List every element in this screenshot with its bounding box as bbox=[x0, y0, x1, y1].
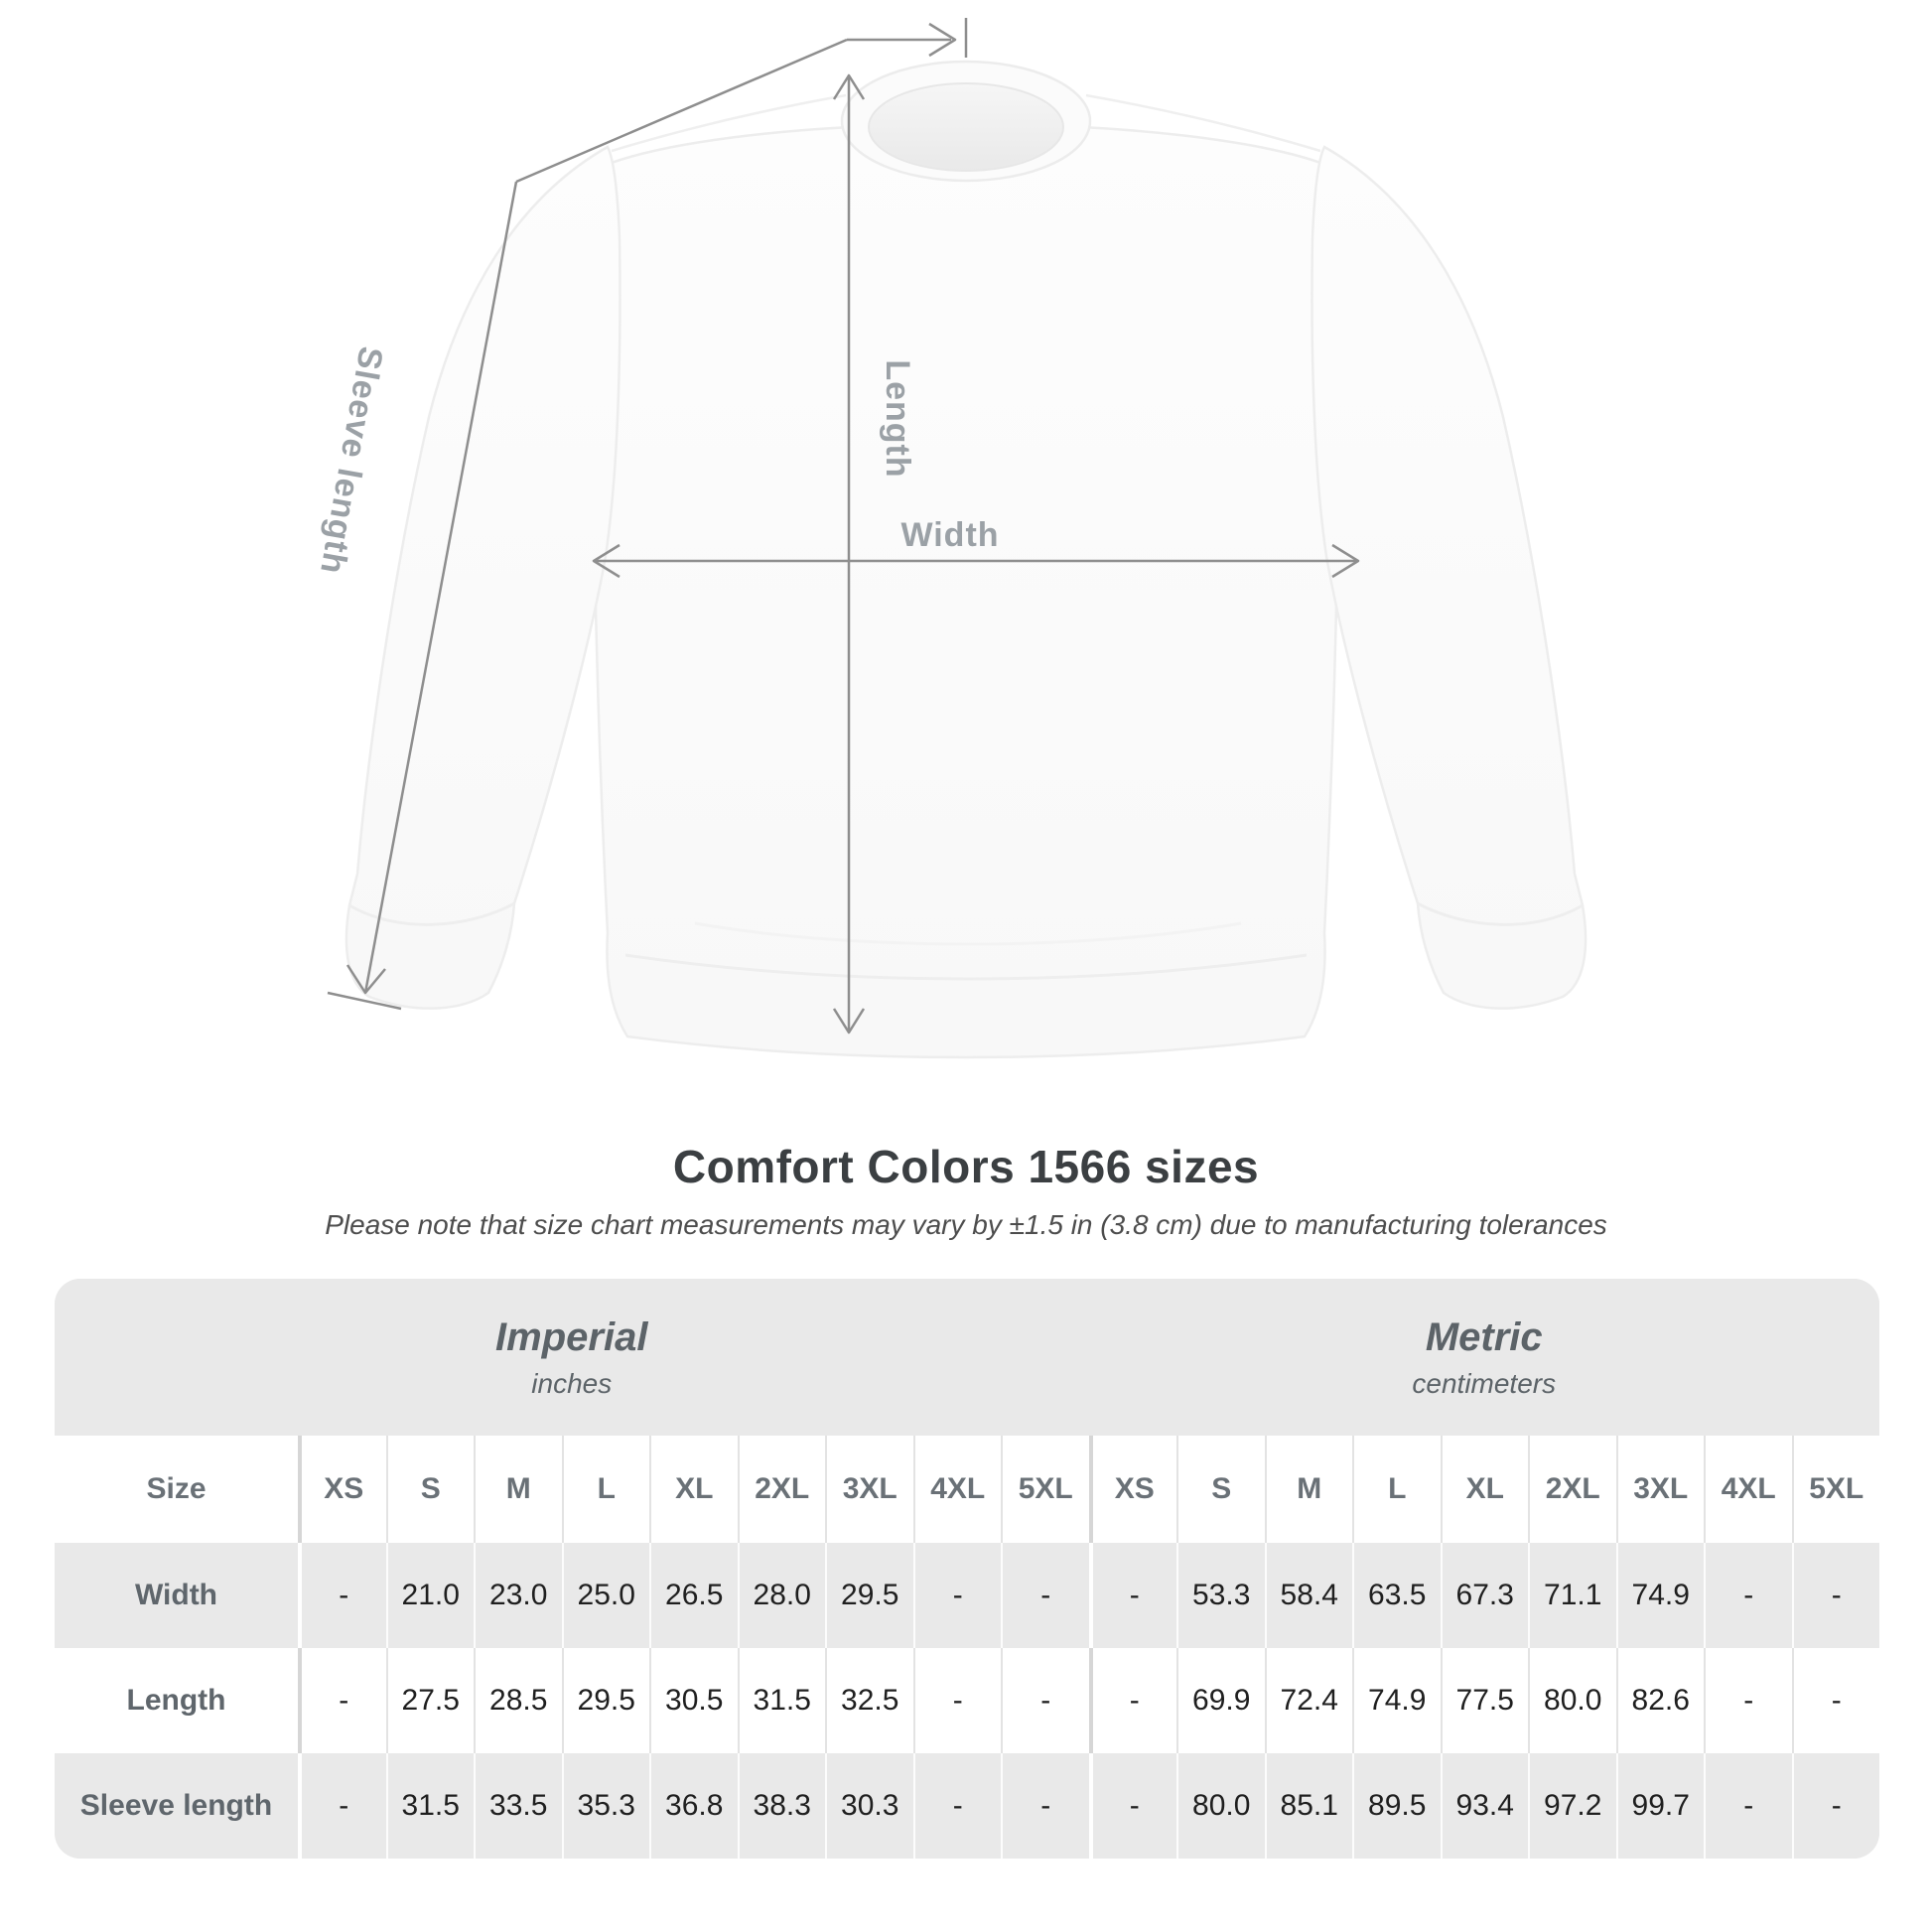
table-cell: - bbox=[1001, 1753, 1089, 1859]
row-label: Width bbox=[134, 1579, 218, 1611]
imperial-group-header bbox=[55, 1279, 1089, 1436]
column-header: 5XL bbox=[1001, 1436, 1089, 1543]
table-cell: - bbox=[1792, 1753, 1880, 1859]
column-header: XL bbox=[649, 1436, 738, 1543]
imperial-unit: inches bbox=[531, 1367, 613, 1399]
table-cell: 72.4 bbox=[1265, 1648, 1353, 1753]
table-cell: - bbox=[913, 1543, 1002, 1648]
table-cell: 23.0 bbox=[474, 1543, 562, 1648]
table-cell: 82.6 bbox=[1616, 1648, 1705, 1753]
table-cell: 74.9 bbox=[1616, 1543, 1705, 1648]
table-cell: 30.3 bbox=[825, 1753, 913, 1859]
table-cell: - bbox=[1089, 1753, 1177, 1859]
table-cell: 85.1 bbox=[1265, 1753, 1353, 1859]
table-cell: 31.5 bbox=[386, 1753, 475, 1859]
column-header: S bbox=[386, 1436, 475, 1543]
table-cell: - bbox=[298, 1753, 386, 1859]
table-cell: 29.5 bbox=[825, 1543, 913, 1648]
table-cell: 71.1 bbox=[1528, 1543, 1616, 1648]
table-cell: 58.4 bbox=[1265, 1543, 1353, 1648]
table-cell: - bbox=[1704, 1648, 1792, 1753]
unit-group-header-row bbox=[55, 1279, 1879, 1436]
size-header-row bbox=[55, 1436, 1879, 1543]
size-table bbox=[55, 1279, 1879, 1859]
row-label: Length bbox=[126, 1684, 226, 1717]
table-cell: - bbox=[1089, 1648, 1177, 1753]
table-row-width bbox=[55, 1543, 1879, 1648]
table-cell: 32.5 bbox=[825, 1648, 913, 1753]
table-row-length bbox=[55, 1648, 1879, 1753]
column-header: 3XL bbox=[1616, 1436, 1705, 1543]
column-header: L bbox=[562, 1436, 650, 1543]
table-cell: - bbox=[1704, 1753, 1792, 1859]
table-cell: 28.5 bbox=[474, 1648, 562, 1753]
length-label: Length bbox=[879, 359, 916, 479]
table-cell: 25.0 bbox=[562, 1543, 650, 1648]
table-cell: 26.5 bbox=[649, 1543, 738, 1648]
metric-title: Metric bbox=[1425, 1314, 1543, 1359]
table-cell: 31.5 bbox=[738, 1648, 826, 1753]
tolerance-note: Please note that size chart measurements may vary by ±1.5 in (3.8 cm) due to manufacturing tolerances bbox=[325, 1209, 1607, 1240]
table-cell: 77.5 bbox=[1441, 1648, 1529, 1753]
column-header: S bbox=[1176, 1436, 1265, 1543]
size-header-label: Size bbox=[146, 1472, 207, 1505]
page-title: Comfort Colors 1566 sizes bbox=[672, 1141, 1260, 1192]
column-header: XL bbox=[1441, 1436, 1529, 1543]
table-cell: - bbox=[298, 1648, 386, 1753]
table-cell: 80.0 bbox=[1528, 1648, 1616, 1753]
table-cell: - bbox=[1792, 1543, 1880, 1648]
table-cell: - bbox=[1089, 1543, 1177, 1648]
table-cell: 33.5 bbox=[474, 1753, 562, 1859]
table-cell: - bbox=[1792, 1648, 1880, 1753]
title-block bbox=[0, 1140, 1932, 1241]
table-cell: - bbox=[913, 1753, 1002, 1859]
table-cell: - bbox=[1001, 1648, 1089, 1753]
column-header: M bbox=[474, 1436, 562, 1543]
sleeve-length-label: Sleeve length bbox=[312, 344, 390, 578]
sweatshirt-illustration bbox=[346, 62, 1586, 1057]
right-sleeve bbox=[1312, 147, 1587, 1009]
row-label: Sleeve length bbox=[79, 1789, 273, 1822]
width-label: Width bbox=[900, 516, 1000, 554]
metric-unit: centimeters bbox=[1412, 1367, 1557, 1399]
column-header: L bbox=[1352, 1436, 1441, 1543]
table-cell: 67.3 bbox=[1441, 1543, 1529, 1648]
table-cell: 29.5 bbox=[562, 1648, 650, 1753]
column-header: XS bbox=[1089, 1436, 1177, 1543]
table-cell: 69.9 bbox=[1176, 1648, 1265, 1753]
metric-group-header bbox=[1089, 1279, 1880, 1436]
column-header: XS bbox=[298, 1436, 386, 1543]
table-cell: - bbox=[913, 1648, 1002, 1753]
column-header: 5XL bbox=[1792, 1436, 1880, 1543]
column-header: 3XL bbox=[825, 1436, 913, 1543]
collar-opening bbox=[869, 83, 1063, 171]
table-cell: 27.5 bbox=[386, 1648, 475, 1753]
table-cell: 74.9 bbox=[1352, 1648, 1441, 1753]
table-cell: 99.7 bbox=[1616, 1753, 1705, 1859]
table-cell: 93.4 bbox=[1441, 1753, 1529, 1859]
table-cell: 28.0 bbox=[738, 1543, 826, 1648]
table-cell: - bbox=[298, 1543, 386, 1648]
table-cell: - bbox=[1704, 1543, 1792, 1648]
column-header: 4XL bbox=[1704, 1436, 1792, 1543]
column-header: 4XL bbox=[913, 1436, 1002, 1543]
table-cell: 63.5 bbox=[1352, 1543, 1441, 1648]
table-row-sleeve-length bbox=[55, 1753, 1879, 1859]
column-header: 2XL bbox=[1528, 1436, 1616, 1543]
table-cell: - bbox=[1001, 1543, 1089, 1648]
table-cell: 97.2 bbox=[1528, 1753, 1616, 1859]
table-cell: 35.3 bbox=[562, 1753, 650, 1859]
table-cell: 89.5 bbox=[1352, 1753, 1441, 1859]
table-cell: 38.3 bbox=[738, 1753, 826, 1859]
table-cell: 53.3 bbox=[1176, 1543, 1265, 1648]
sweatshirt-body bbox=[593, 124, 1338, 1057]
column-header: 2XL bbox=[738, 1436, 826, 1543]
table-cell: 36.8 bbox=[649, 1753, 738, 1859]
table-cell: 21.0 bbox=[386, 1543, 475, 1648]
table-cell: 30.5 bbox=[649, 1648, 738, 1753]
column-header: M bbox=[1265, 1436, 1353, 1543]
imperial-title: Imperial bbox=[495, 1314, 648, 1359]
table-cell: 80.0 bbox=[1176, 1753, 1265, 1859]
